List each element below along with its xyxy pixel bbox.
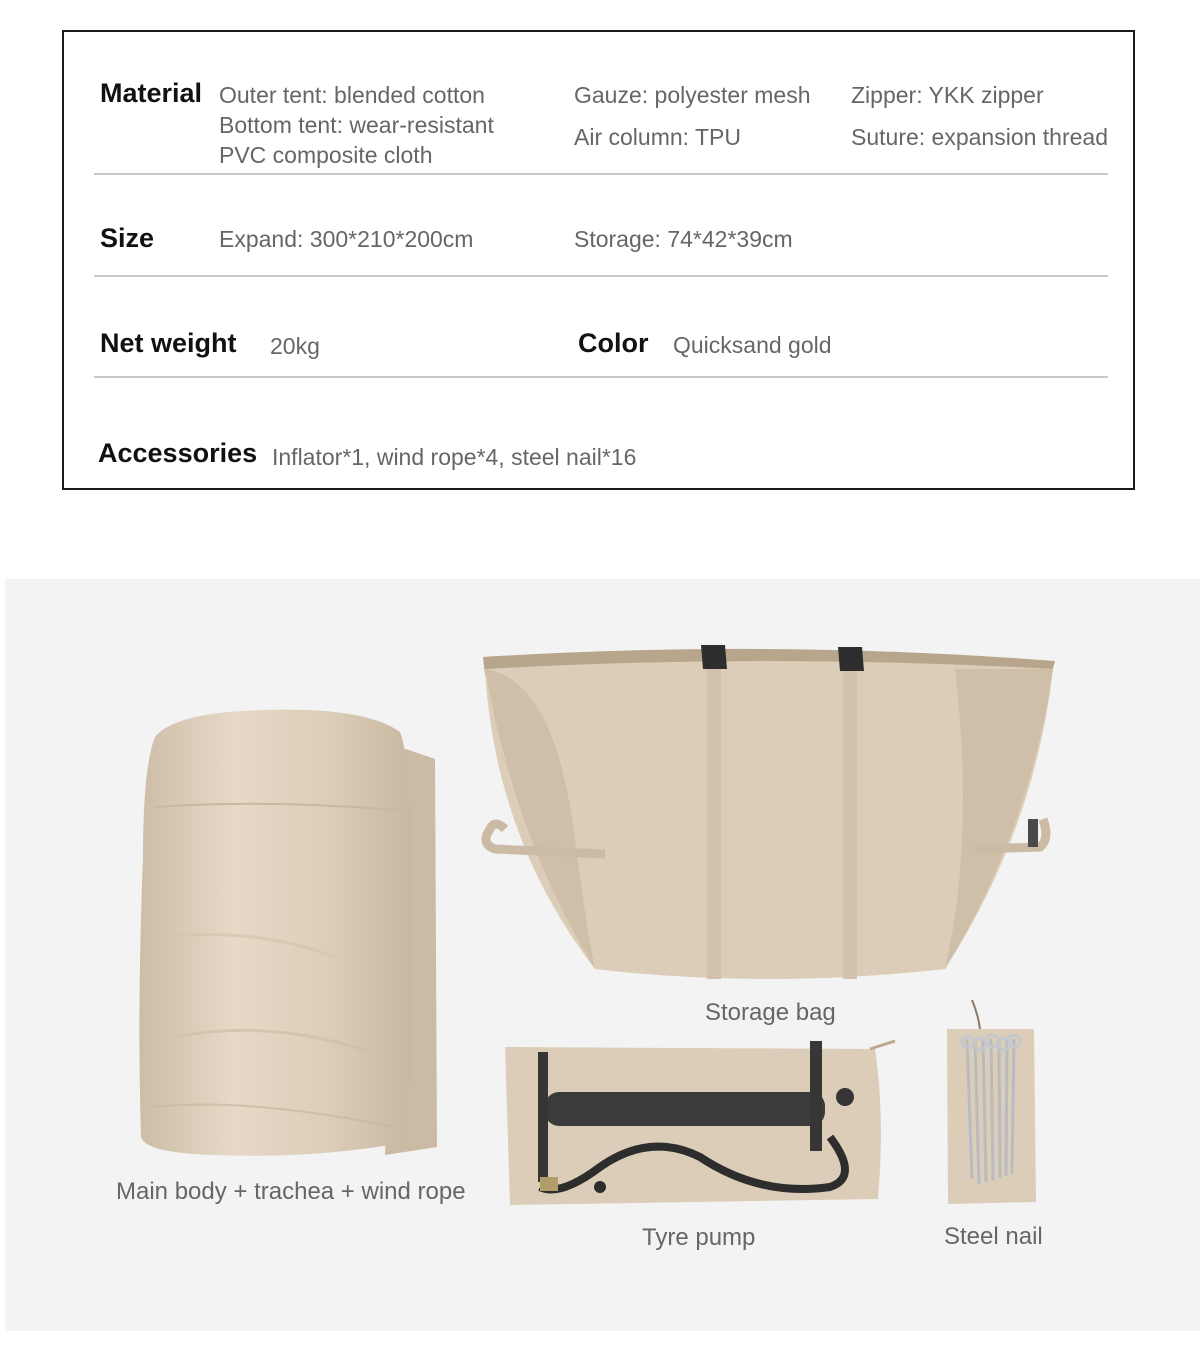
air-column-value: Air column: TPU [574, 124, 742, 150]
suture-value: Suture: expansion thread [851, 124, 1109, 150]
storage-bag-image [475, 639, 1055, 999]
accessories-label: Accessories [98, 438, 258, 468]
steel-nail-image [942, 994, 1042, 1214]
size-label: Size [100, 223, 155, 253]
divider-size [94, 275, 1108, 277]
accessories-value: Inflator*1, wind rope*4, steel nail*16 [272, 444, 637, 470]
product-photo-panel [5, 579, 1200, 1331]
bottom-tent-value-line2: PVC composite cloth [219, 142, 433, 168]
net-weight-label: Net weight [100, 328, 237, 358]
net-weight-value: 20kg [270, 333, 320, 359]
divider-material [94, 173, 1108, 175]
expand-value: Expand: 300*210*200cm [219, 226, 474, 252]
caption-storage-bag: Storage bag [705, 999, 836, 1026]
material-label: Material [100, 78, 203, 108]
outer-tent-value: Outer tent: blended cotton [219, 82, 485, 108]
caption-steel-nail: Steel nail [944, 1223, 1043, 1250]
bottom-tent-value-line1: Bottom tent: wear-resistant [219, 112, 494, 138]
color-label: Color [578, 328, 649, 358]
main-body-image [135, 707, 455, 1167]
zipper-value: Zipper: YKK zipper [851, 82, 1044, 108]
storage-size-value: Storage: 74*42*39cm [574, 226, 793, 252]
caption-tyre-pump: Tyre pump [642, 1224, 756, 1251]
gauze-value: Gauze: polyester mesh [574, 82, 811, 108]
tyre-pump-image [500, 1037, 900, 1217]
color-value: Quicksand gold [673, 332, 832, 358]
caption-main-body: Main body + trachea + wind rope [116, 1178, 466, 1205]
spec-table [62, 30, 1135, 490]
divider-weight [94, 376, 1108, 378]
